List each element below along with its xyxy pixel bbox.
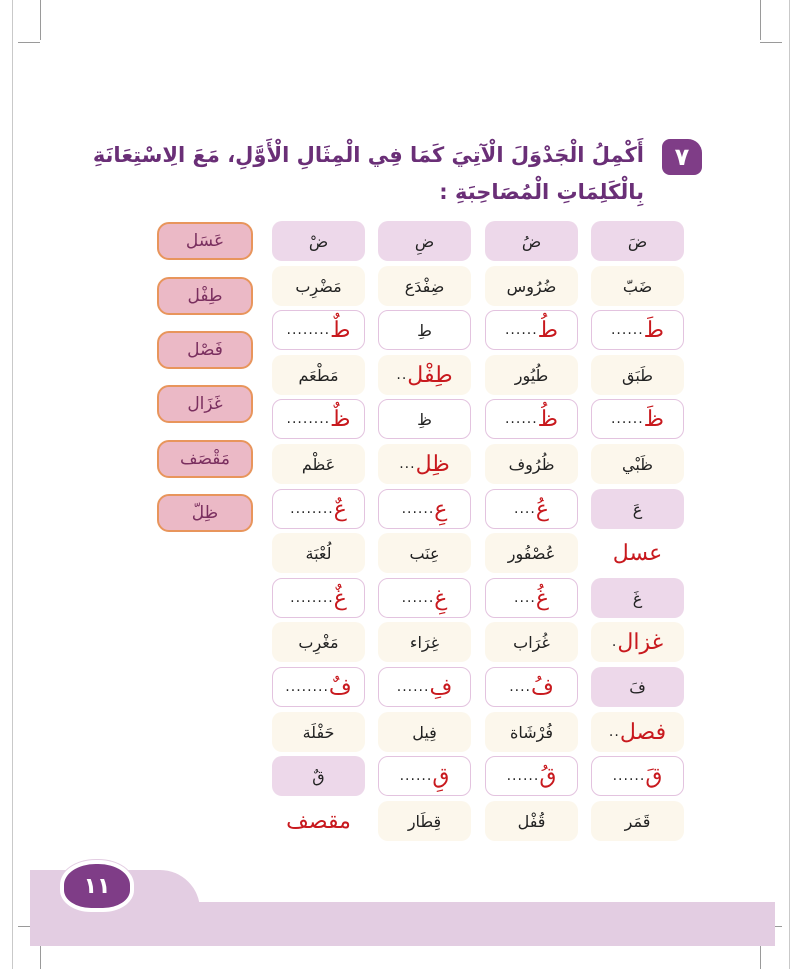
cell-text: ضِفْدَع — [404, 276, 445, 296]
cell-text: ضُ — [521, 231, 542, 251]
cell-text: حَفْلَة — [302, 722, 335, 742]
table-cell — [378, 221, 471, 261]
table-cell — [591, 533, 684, 573]
crop-mark — [760, 0, 761, 40]
cell-dots: .... — [514, 590, 536, 606]
table-cell — [378, 801, 471, 841]
cell-text: قِ — [432, 763, 450, 789]
cell-text: مَطْعَم — [298, 365, 339, 385]
cell-text: عَ — [632, 499, 643, 519]
cell-text: عُصْفُور — [507, 543, 556, 563]
table-cell — [591, 310, 684, 350]
word-bank-item: مَقْصَف — [157, 440, 253, 478]
cell-text: طِفْل — [407, 362, 453, 388]
cell-text: قَمَر — [624, 811, 651, 831]
table-cell — [485, 444, 578, 484]
crop-mark — [40, 0, 41, 40]
cell-text: عِنَب — [409, 543, 440, 563]
cell-text: غَ — [632, 588, 643, 608]
cell-text: ظِل — [415, 451, 450, 477]
cell-text: عِ — [434, 496, 448, 522]
cell-dots: ........ — [286, 322, 331, 338]
table-cell — [591, 444, 684, 484]
cell-text: غُرَاب — [513, 632, 550, 652]
table-cell — [272, 399, 365, 439]
table-cell — [591, 578, 684, 618]
cell-text: عسل — [612, 540, 663, 566]
cell-text: طُ — [537, 317, 559, 343]
cell-dots: ...... — [401, 501, 435, 517]
cell-dots: ........ — [290, 590, 334, 606]
cell-text: غِرَاء — [409, 632, 440, 652]
cell-dots: .. — [608, 724, 620, 740]
cell-text: ضَ — [627, 231, 648, 251]
cell-dots: ...... — [504, 322, 538, 338]
cell-text: فٌ — [328, 674, 352, 700]
table-cell — [272, 578, 365, 618]
table-cell — [485, 578, 578, 618]
cell-text: عُ — [535, 496, 549, 522]
exercise-number-badge: ٧ — [662, 139, 702, 175]
cell-text: ضْ — [308, 231, 329, 251]
table-cell — [378, 756, 471, 796]
table-cell — [272, 667, 365, 707]
word-bank-item: فَصْل — [157, 331, 253, 369]
table-cell — [591, 712, 684, 752]
table-cell — [485, 756, 578, 796]
cell-dots: ........ — [286, 411, 331, 427]
cell-text: ضُرُوس — [506, 276, 557, 296]
table-cell — [485, 801, 578, 841]
cell-dots: ........ — [285, 679, 329, 695]
cell-dots: ...... — [396, 679, 430, 695]
cell-text: قَ — [645, 763, 663, 789]
table-cell — [378, 533, 471, 573]
cell-text: غُ — [535, 585, 549, 611]
cell-dots: . — [611, 634, 618, 650]
cell-text: عَظْم — [301, 454, 336, 474]
cell-dots: ...... — [610, 411, 644, 427]
table-cell — [591, 399, 684, 439]
cell-text: غزال — [617, 629, 664, 655]
table-cell — [378, 355, 471, 395]
table-cell — [378, 266, 471, 306]
cell-text: فصل — [619, 719, 667, 745]
cell-text: لُعْبَة — [305, 543, 332, 563]
table-cell — [485, 533, 578, 573]
word-bank-item: ظِلّ — [157, 494, 253, 532]
cell-dots: ...... — [610, 322, 644, 338]
cell-dots: .... — [514, 501, 536, 517]
cell-text: فِيل — [412, 722, 437, 742]
cell-text: مقصف — [286, 808, 351, 834]
cell-dots: .. — [396, 367, 408, 383]
cell-dots: ...... — [401, 590, 435, 606]
cell-text: مَغْرِب — [298, 632, 339, 652]
cell-dots: ...... — [506, 768, 540, 784]
cell-text: ظُ — [537, 406, 559, 432]
cell-text: عٌ — [333, 496, 347, 522]
table-cell — [485, 221, 578, 261]
word-bank-item: عَسَل — [157, 222, 253, 260]
cell-text: ضَبّ — [622, 276, 653, 296]
page-number: ١١ — [60, 860, 134, 912]
cell-text: مَضْرِب — [295, 276, 342, 296]
table-cell — [485, 489, 578, 529]
table-cell — [485, 712, 578, 752]
table-cell — [485, 355, 578, 395]
table-cell — [378, 399, 471, 439]
word-bank-item: غَزَال — [157, 385, 253, 423]
table-cell — [591, 667, 684, 707]
cell-text: ظُرُوف — [508, 454, 555, 474]
table-cell — [272, 533, 365, 573]
cell-text: قٌ — [312, 766, 325, 786]
table-cell — [485, 622, 578, 662]
table-cell — [485, 266, 578, 306]
cell-text: طٌ — [330, 317, 351, 343]
table-cell — [591, 489, 684, 529]
table-cell — [591, 801, 684, 841]
footer-band — [30, 902, 775, 946]
table-cell — [378, 310, 471, 350]
table-cell — [591, 355, 684, 395]
table-cell — [272, 444, 365, 484]
table-cell — [378, 667, 471, 707]
cell-text: ظٌ — [330, 406, 351, 432]
table-cell — [272, 489, 365, 529]
cell-text: فُ — [531, 674, 554, 700]
table-cell — [485, 310, 578, 350]
table-cell — [378, 444, 471, 484]
cell-text: طُيُور — [514, 365, 549, 385]
cell-dots: ... — [399, 456, 416, 472]
cell-text: غِ — [434, 585, 448, 611]
cell-text: ظِ — [417, 409, 432, 429]
table-cell — [591, 266, 684, 306]
table-cell — [272, 801, 365, 841]
table-cell — [485, 667, 578, 707]
table-cell — [272, 266, 365, 306]
exercise-instruction-line1: أَكْمِلُ الْجَدْوَلَ الْآتِيَ كَمَا فِي الْمِثَالِ الْأَوَّلِ، مَعَ الِاسْتِعَانَةِ — [92, 143, 644, 167]
table-cell — [378, 489, 471, 529]
table-cell — [591, 756, 684, 796]
cell-text: ظَ — [643, 406, 665, 432]
cell-dots: ...... — [504, 411, 538, 427]
table-cell — [485, 399, 578, 439]
cell-text: ضِ — [414, 231, 435, 251]
cell-text: قُفْل — [517, 811, 546, 831]
cell-dots: ........ — [290, 501, 334, 517]
cell-text: طَبَق — [622, 365, 653, 385]
cell-text: غٌ — [333, 585, 347, 611]
exercise-instruction-line2: بِالْكَلِمَاتِ الْمُصَاحِبَةِ : — [439, 180, 644, 204]
table-cell — [591, 221, 684, 261]
cell-text: قُ — [539, 763, 557, 789]
table-cell — [272, 622, 365, 662]
cell-dots: .... — [509, 679, 531, 695]
cell-text: طَ — [643, 317, 665, 343]
cell-text: فُرْشَاة — [509, 722, 554, 742]
cell-text: طِ — [417, 320, 432, 340]
cell-text: قِطَار — [407, 811, 442, 831]
table-cell — [591, 622, 684, 662]
table-cell — [272, 310, 365, 350]
crop-mark — [760, 42, 782, 43]
cell-text: فَ — [629, 677, 646, 697]
cell-dots: ...... — [399, 768, 433, 784]
table-cell — [272, 756, 365, 796]
table-cell — [272, 355, 365, 395]
crop-mark — [18, 42, 40, 43]
table-cell — [378, 578, 471, 618]
word-bank-item: طِفْل — [157, 277, 253, 315]
table-cell — [378, 712, 471, 752]
cell-text: ظَبْي — [622, 454, 653, 474]
cell-text: فِ — [429, 674, 453, 700]
table-cell — [378, 622, 471, 662]
table-cell — [272, 221, 365, 261]
cell-dots: ...... — [612, 768, 646, 784]
table-cell — [272, 712, 365, 752]
